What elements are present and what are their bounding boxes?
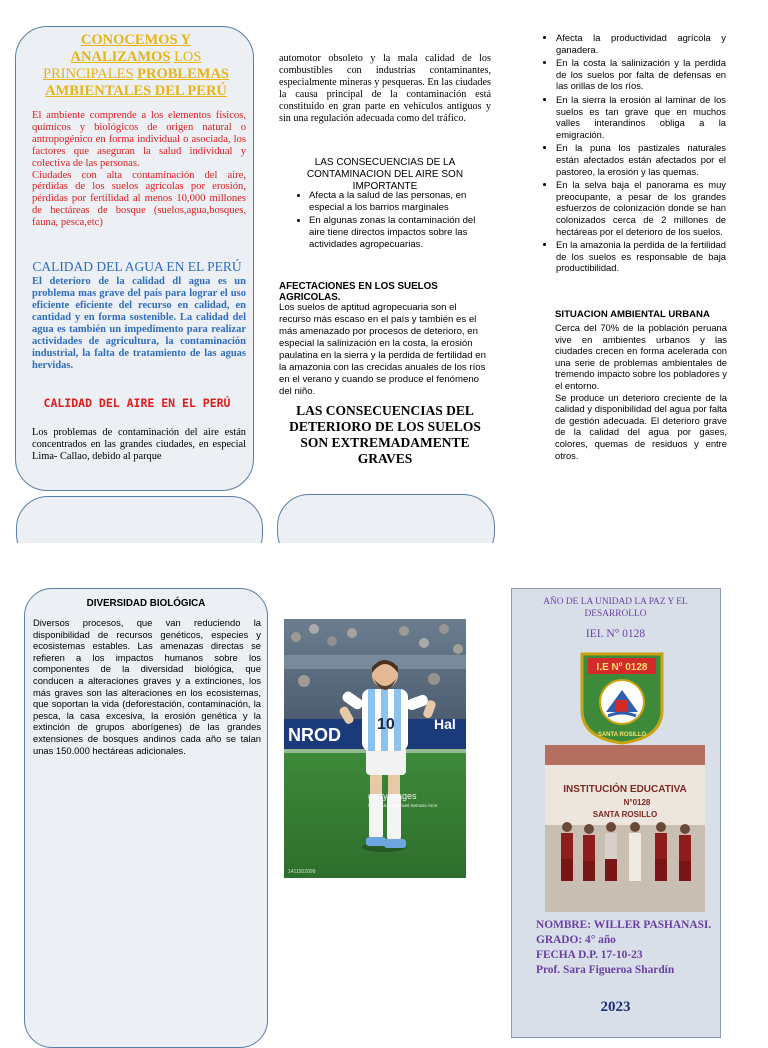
teacher-name: Prof. Sara Figueroa Shardín bbox=[536, 964, 675, 976]
school-students-photo bbox=[545, 745, 705, 912]
intro-paragraph-2: Ciudades con alta contaminación del aire, pérdidas de los suelos agrícolas por erosión, pérdidas por fertilidad al menos 10,000 millones de hectáreas de bosque (suelos,agua,bosques, fauna, pesca,etc) bbox=[32, 169, 246, 229]
diversidad-text: Diversos procesos, que van reduciendo la disponibilidad de recursos genéticos, especies y ecosistemas estables. Las amenazas directas se refieren a los impactos humanos sobre los componentes de la diversidad biológica, que conducen a alteraciones graves y a extinciones, los más graves son las alteraciones en los ecosistemas, que soportan la vida (deforestación, contaminación, la pesca, la casa excesiva, la erosión genética y la extinción de grupos aborígenes) de las grandes extensiones de bosques andinos cada año se talan unas 150.000 hectáreas adicionales. bbox=[33, 617, 261, 756]
student-info bbox=[536, 918, 716, 978]
situacion-urbana-heading: SITUACION AMBIENTAL URBANA bbox=[555, 309, 710, 320]
list-item: • Afecta la productividad agrícola y ganadera. bbox=[556, 32, 726, 55]
list-item: • En la costa la salinización y la perdida de los suelos por falta de defensas en las orillas de los ríos. bbox=[556, 57, 726, 92]
emblem-subtitle: SANTA ROSILLO bbox=[597, 732, 647, 738]
school-sign-3: SANTA ROSILLO bbox=[592, 810, 658, 819]
suelos-effects-list bbox=[530, 32, 726, 276]
agua-heading: CALIDAD DEL AGUA EN EL PERÚ bbox=[32, 259, 242, 274]
aire-text: Los problemas de contaminación del aire están concentrados en las grandes ciudades, en especial Lima- Callao, debido al parque bbox=[32, 427, 246, 462]
agua-text: El deterioro de la calidad dl agua es un problema mas grave del país para lograr el uso eficiente eficiente del recurso en calidad, en cantidad y en forma sostenible. La calidad del agua es también un impedimento para realizar actividades de agricultura, la contaminación industrial, la falta de tratamiento de las aguas hervidas. bbox=[32, 276, 246, 371]
list-item: • En algunas zonas la contaminación del aire tiene directos impactos sobre las actividades agropecuarias. bbox=[309, 215, 491, 251]
title-part-3: PROBLEMAS AMBIENTALES DEL PERÚ bbox=[45, 66, 229, 99]
suelos-text: Los suelos de aptitud agropecuaria son el recurso más escaso en el país y también es el más amenazado por procesos de deterioro, en especial la salinización en la costa, la erosión paulatina en la sierra y la perdida de fertilidad en la amazonia con las crecidas anuales de los ríos en el verano y cuando se produce el fenómeno del niño. bbox=[279, 302, 486, 397]
list-item: • En la selva baja el panorama es muy preocupante, a pesar de los grandes esfuerzos de colonización donde se han colonizados cerca de 2 millones de hectáreas por el deterioro de los suelos. bbox=[556, 179, 726, 237]
aire-heading: CALIDAD DEL AIRE EN EL PERÚ bbox=[43, 396, 231, 410]
diversidad-heading: DIVERSIDAD BIOLÓGICA bbox=[86, 598, 206, 609]
emblem-title: I.E Nº 0128 bbox=[596, 662, 648, 673]
student-name: NOMBRE: WILLER PASHANASI. bbox=[536, 919, 712, 931]
year-title: AÑO DE LA UNIDAD LA PAZ Y EL DESARROLLO bbox=[543, 597, 688, 619]
getty-watermark: gettyimages bbox=[368, 791, 417, 801]
cover-year: 2023 bbox=[600, 999, 631, 1015]
intro-text bbox=[32, 110, 246, 229]
school-sign-1: INSTITUCIÓN EDUCATIVA bbox=[563, 784, 687, 795]
main-title bbox=[30, 32, 242, 100]
photo-credit: Credit: Juan Manuel Serrano Arce bbox=[368, 803, 438, 808]
list-item: • En la puna los pastizales naturales están afectados están afectados por el pastoreo, la erosión y las quemas. bbox=[556, 142, 726, 177]
situacion-urbana-text bbox=[555, 322, 727, 461]
consecuencias-aire-list bbox=[279, 190, 491, 252]
situacion-urbana-p1: Cerca del 70% de la población peruana vive en ambientes urbanos y las ciudades crecen en forma acelerada con una serie de problemas ambientales de tremendo impacto sobre los pobladores y el entorno. bbox=[555, 322, 727, 391]
title-part-2: LOS PRINCIPALES bbox=[43, 49, 202, 82]
school-code: IEI. N° 0128 bbox=[585, 628, 646, 640]
consecuencias-suelos-heading: LAS CONSECUENCIAS DEL DETERIORO DE LOS SUELOS SON EXTREMADAMENTE GRAVES bbox=[289, 403, 481, 466]
submission-date: FECHA D.P. 17-10-23 bbox=[536, 949, 643, 961]
student-grade: GRADO: 4° año bbox=[536, 934, 616, 946]
soccer-player-photo bbox=[284, 619, 466, 878]
consecuencias-aire-heading: LAS CONSECUENCIAS DE LA CONTAMINACION DEL AIRE SON IMPORTANTE bbox=[306, 157, 464, 192]
suelos-heading: AFECTACIONES EN LOS SUELOS AGRICOLAS. bbox=[279, 281, 438, 303]
contaminacion-text: automotor obsoleto y la mala calidad de los combustibles con industrias contaminantes, especialmente mineras y pesqueras. En las ciudades la causa principal de la contaminación está constituido en gran parte en vehículos antiguos y sin una regulación adecuada como del tráfico. bbox=[279, 53, 491, 124]
school-sign-2: N°0128 bbox=[623, 798, 651, 807]
list-item: • En la amazonia la perdida de la fertilidad de los suelos es responsable de baja productibilidad. bbox=[556, 239, 726, 274]
photo-ad-text: NROD bbox=[288, 725, 341, 745]
list-item: • Afecta a la salud de las personas, en especial a los barrios marginales bbox=[309, 190, 491, 214]
svg-text:10: 10 bbox=[377, 716, 395, 733]
photo-ad-text-2: Hal bbox=[434, 716, 456, 732]
page-divider bbox=[0, 543, 768, 583]
situacion-urbana-p2: Se produce un deterioro creciente de la calidad y disponibilidad del agua por falta de gestión adecuada. El deterioro grave de la calidad del agua por gases, colores, quemas de residuos y entre otros. bbox=[555, 391, 727, 461]
intro-paragraph: El ambiente comprende a los elementos físicos, químicos y biológicos de origen natural o antropogénico en forma individual o asociada, los factores que aseguran la salud individual y colectiva de las personas. bbox=[32, 110, 246, 169]
school-emblem bbox=[578, 650, 666, 745]
title-part-1: CONOCEMOS Y ANALIZAMOS bbox=[70, 32, 192, 65]
list-item: • En la sierra la erosión al laminar de los suelos es tan grave que en muchos valles interandinos obliga a la emigración. bbox=[556, 94, 726, 140]
photo-id: 1411502099 bbox=[288, 869, 316, 875]
